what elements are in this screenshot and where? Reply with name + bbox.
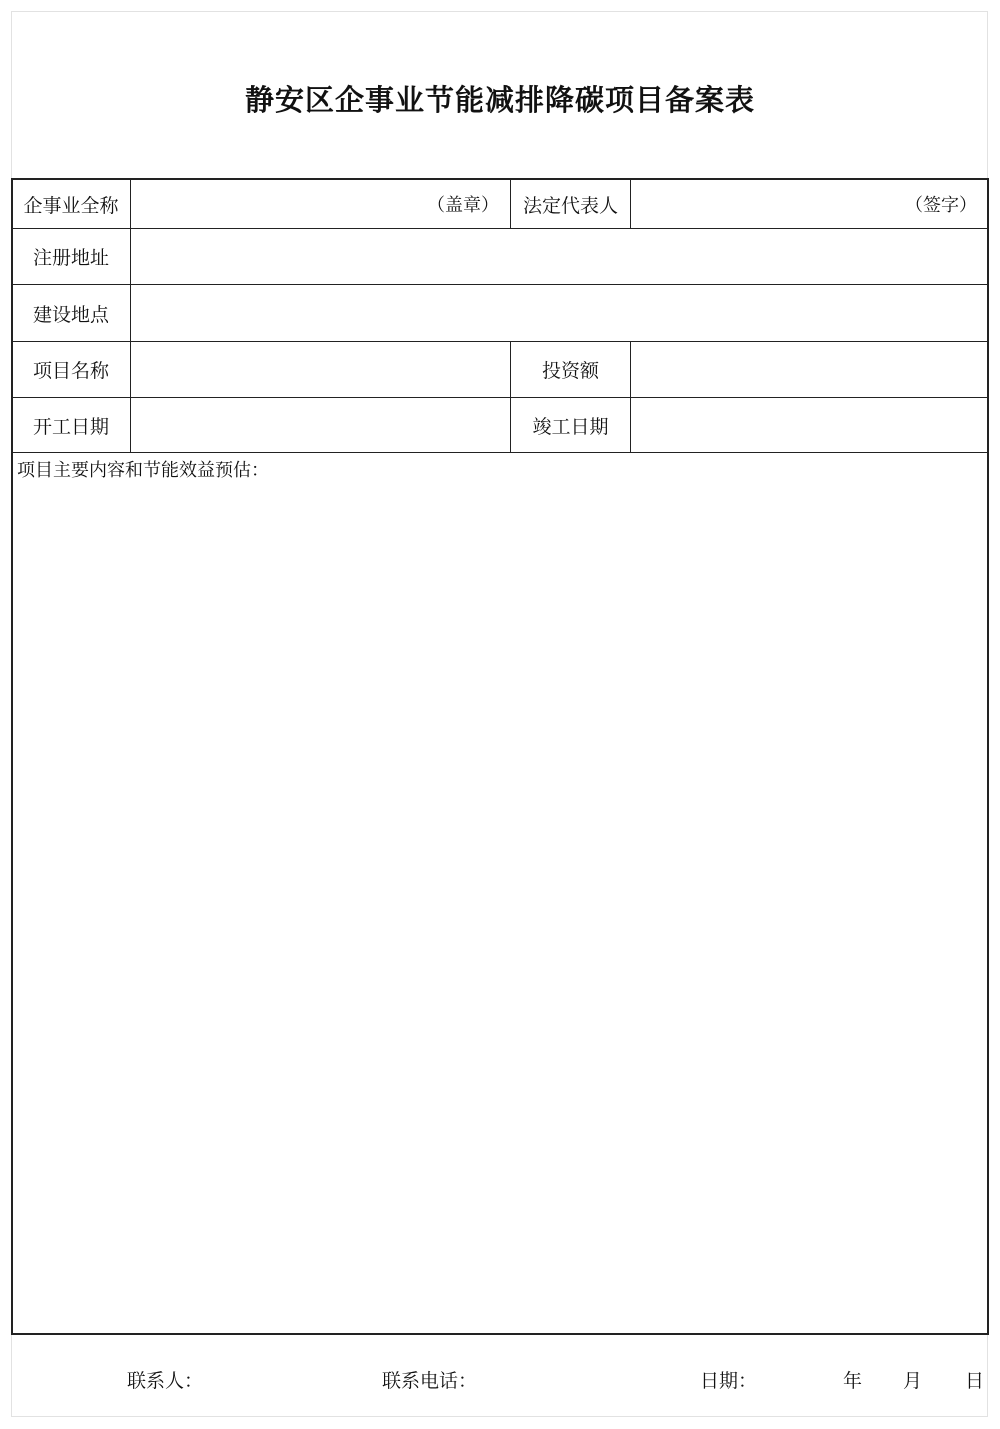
date-label: 日期： <box>700 1370 758 1392</box>
form-title: 静安区企事业节能减排降碳项目备案表 <box>244 83 755 117</box>
registered-address-field[interactable] <box>131 229 987 284</box>
registered-address-label: 注册地址 <box>32 247 109 269</box>
legal-rep-field[interactable] <box>631 180 977 228</box>
build-site-label: 建设地点 <box>32 303 109 326</box>
content-textarea[interactable] <box>13 484 986 1332</box>
legal-rep-label: 法定代表人 <box>522 194 618 217</box>
content-label: 项目主要内容和节能效益预估： <box>17 460 269 481</box>
project-name-field[interactable] <box>131 342 510 397</box>
project-name-label: 项目名称 <box>32 360 109 382</box>
month-unit: 月 <box>903 1370 923 1392</box>
company-name-field[interactable] <box>131 180 499 228</box>
row-divider <box>11 452 989 453</box>
day-unit: 日 <box>965 1370 985 1392</box>
phone-label: 联系电话： <box>382 1370 478 1392</box>
year-unit: 年 <box>843 1370 863 1392</box>
investment-field[interactable] <box>631 342 987 397</box>
seal-note: （盖章） <box>427 195 499 216</box>
build-site-field[interactable] <box>131 285 987 341</box>
start-date-field[interactable] <box>131 398 510 452</box>
completion-date-field[interactable] <box>631 398 987 452</box>
company-name-label: 企事业全称 <box>23 194 119 217</box>
sign-note: （签字） <box>905 195 977 216</box>
start-date-label: 开工日期 <box>32 415 109 438</box>
completion-date-label: 竣工日期 <box>532 415 609 438</box>
contact-label: 联系人： <box>127 1370 204 1392</box>
investment-label: 投资额 <box>541 360 599 382</box>
